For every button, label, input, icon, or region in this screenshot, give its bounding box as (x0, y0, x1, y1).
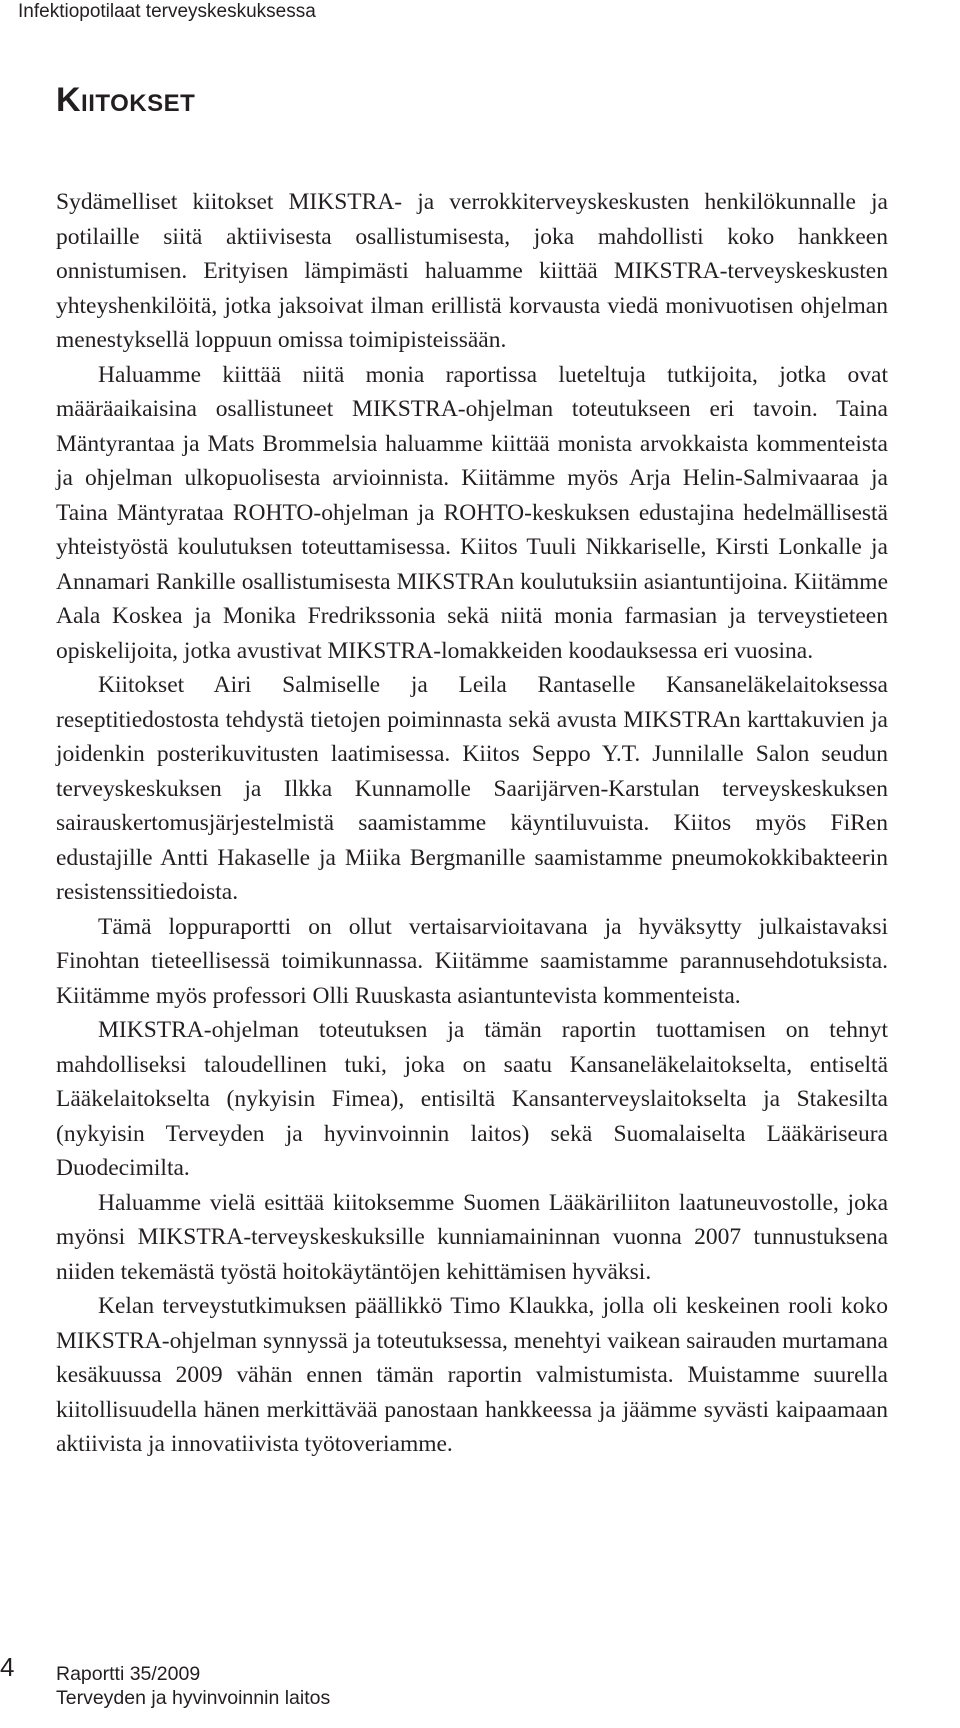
page-number: 4 (0, 1652, 15, 1682)
paragraph-1: Sydämelliset kiitokset MIKSTRA- ja verrokkiterveyskeskusten henkilökunnalle ja potilaille siitä aktiivisesta osallistumisesta, joka mahdollisti koko hankkeen onnistumisen. Erityisen lämpimästi haluamme kiittää MIKSTRA-terveyskeskusten yhteyshenkilöitä, jotka jaksoivat ilman erillistä korvausta viedä monivuotisen ohjelman menestyksellä loppuun omissa toimipisteissään. (56, 189, 888, 353)
page-footer (56, 1662, 330, 1710)
paragraph-3: Kiitokset Airi Salmiselle ja Leila Rantaselle Kansaneläkelaitoksessa reseptitiedostosta tehdystä tietojen poiminnasta sekä avusta MIKSTRAn karttakuvien ja joidenkin posterikuvitusten laatimisessa. Kiitos Seppo Y.T. Junnilalle Salon seudun terveyskeskuksen ja Ilkka Kunnamolle Saarijärven-Karstulan terveyskeskuksen sairauskertomusjärjestelmistä saamistamme käyntiluvuista. Kiitos myös FiRen edustajille Antti Hakaselle ja Miika Bergmanille saamistamme pneumokokkibakteerin resistenssitiedoista. (56, 672, 888, 905)
paragraph-4: Tämä loppuraportti on ollut vertaisarvioitavana ja hyväksytty julkaistavaksi Finohtan tieteellisessä toimikunnassa. Kiitämme saamistamme parannusehdotuksista. Kiitämme myös professori Olli Ruuskasta asiantuntevista kommenteista. (56, 913, 888, 1009)
body-text (56, 185, 888, 1462)
footer-report: Raportti 35/2009 (56, 1663, 201, 1685)
paragraph-2: Haluamme kiittää niitä monia raportissa lueteltuja tutkijoita, jotka ovat määräaikaisina osallistuneet MIKSTRA-ohjelman toteutukseen eri tavoin. Taina Mäntyrantaa ja Mats Brommelsia haluamme kiittää monista arvokkaista kommenteista ja ohjelman ulkopuolisesta arvioinnista. Kiitämme myös Arja Helin-Salmivaaraa ja Taina Mäntyrataa ROHTO-ohjelman ja ROHTO-keskuksen edustajina hedelmällisestä yhteistyöstä koulutuksen toteuttamisessa. Kiitos Tuuli Nikkariselle, Kirsti Lonkalle ja Annamari Rankille osallistumisesta MIKSTRAn koulutuksiin asiantuntijoina. Kiitämme Aala Koskea ja Monika Fredrikssonia sekä niitä monia farmasian ja terveystieteen opiskelijoita, jotka avustivat MIKSTRA-lomakkeiden koodauksessa eri vuosina. (56, 361, 888, 664)
paragraph-7: Kelan terveystutkimuksen päällikkö Timo Klaukka, jolla oli keskeinen rooli koko MIKSTRA-ohjelman synnyssä ja toteutuksessa, menehtyi vaikean sairauden murtamana kesäkuussa 2009 vähän ennen tämän raportin valmistumista. Muistamme suurella kiitollisuudella hänen merkittävää panostaan hankkeessa ja jäämme syvästi kaipaamaan aktiivista ja innovatiivista työtoveriamme. (56, 1293, 888, 1457)
footer-publisher: Terveyden ja hyvinvoinnin laitos (56, 1687, 331, 1709)
page-title: Kiitokset (56, 81, 196, 119)
paragraph-6: Haluamme vielä esittää kiitoksemme Suomen Lääkäriliiton laatuneuvostolle, joka myönsi MIKSTRA-terveyskeskuksille kunniamaininnan vuonna 2007 tunnustuksena niiden tekemästä työstä hoitokäytäntöjen kehittämisen hyväksi. (56, 1189, 888, 1285)
running-header: Infektiopotilaat terveyskeskuksessa (18, 1, 316, 22)
paragraph-5: MIKSTRA-ohjelman toteutuksen ja tämän raportin tuottamisen on tehnyt mahdolliseksi taloudellinen tuki, joka on saatu Kansaneläkelaitokselta, entiseltä Lääkelaitokselta (nykyisin Fimea), entisiltä Kansanterveyslaitokselta ja Stakesilta (nykyisin Terveyden ja hyvinvoinnin laitos) sekä Suomalaiselta Lääkäriseura Duodecimilta. (56, 1017, 888, 1181)
